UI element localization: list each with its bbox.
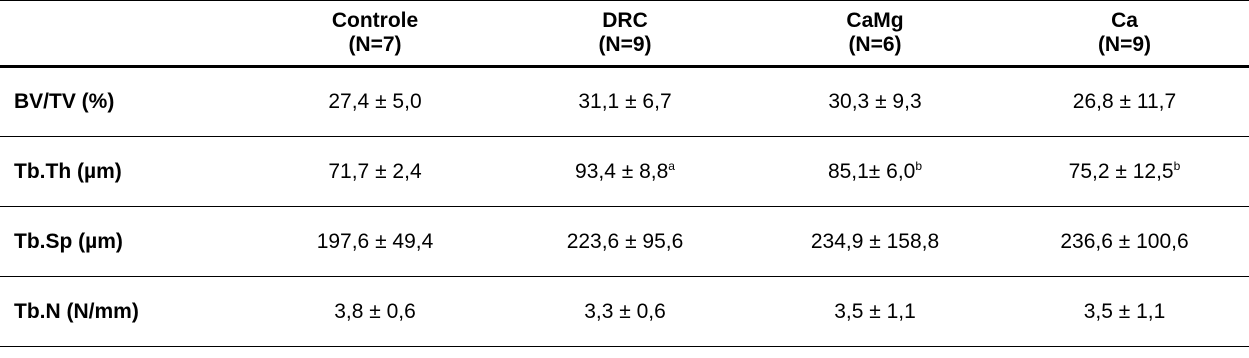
cell-value: 3,3 ± 0,6 (584, 299, 666, 323)
cell-value: 3,8 ± 0,6 (334, 299, 416, 323)
column-header-drc (500, 1, 750, 67)
row-label: Tb.N (N/mm) (14, 299, 139, 323)
row-label: BV/TV (%) (14, 90, 115, 113)
table-cell (500, 67, 750, 137)
table-body (0, 67, 1249, 347)
cell-value: 3,5 ± 1,1 (834, 299, 916, 323)
table-cell (750, 137, 1000, 207)
cell-superscript: a (668, 158, 675, 173)
table-row (0, 137, 1249, 207)
cell-value: 27,4 ± 5,0 (328, 90, 422, 113)
table-cell (250, 277, 500, 347)
table-cell (1000, 207, 1249, 277)
table-cell (750, 207, 1000, 277)
cell-value: 26,8 ± 11,7 (1072, 90, 1177, 113)
column-header-ca (1000, 1, 1249, 67)
table-cell (500, 277, 750, 347)
row-label: Tb.Sp (µm) (14, 229, 123, 253)
table-row (0, 67, 1249, 137)
cell-value: 3,5 ± 1,1 (1083, 299, 1166, 323)
cell-value: 75,2 ± 12,5 (1068, 159, 1174, 183)
cell-superscript: b (915, 158, 923, 173)
table-cell (250, 67, 500, 137)
column-header-n: (N=6) (848, 33, 902, 56)
cell-value: 234,9 ± 158,8 (810, 229, 940, 253)
header-corner-cell (0, 1, 250, 67)
table-row (0, 277, 1249, 347)
column-header-n: (N=9) (598, 33, 652, 56)
column-header-name: DRC (602, 9, 648, 32)
cell-superscript: b (1173, 158, 1181, 173)
table-cell (1000, 67, 1249, 137)
table-cell (500, 137, 750, 207)
column-header-n: (N=9) (1097, 33, 1152, 56)
table-cell (750, 67, 1000, 137)
cell-value: 236,6 ± 100,6 (1060, 229, 1189, 253)
table-header (0, 1, 1249, 67)
column-header-name: CaMg (846, 9, 904, 32)
column-header-n: (N=7) (348, 33, 402, 56)
column-header-controle (250, 1, 500, 67)
cell-value: 30,3 ± 9,3 (828, 90, 922, 113)
cell-value: 85,1± 6,0 (827, 159, 916, 183)
table-cell (250, 137, 500, 207)
table-cell (1000, 277, 1249, 347)
column-header-name: Ca (1111, 9, 1138, 32)
column-header-camg (750, 1, 1000, 67)
table-cell (500, 207, 750, 277)
table-cell (1000, 137, 1249, 207)
cell-value: 93,4 ± 8,8 (575, 159, 669, 183)
cell-value: 197,6 ± 49,4 (316, 229, 434, 253)
cell-value: 223,6 ± 95,6 (566, 229, 684, 253)
table-cell (250, 207, 500, 277)
row-label: Tb.Th (µm) (14, 159, 122, 183)
table-cell (750, 277, 1000, 347)
table-row (0, 207, 1249, 277)
header-row (0, 1, 1249, 67)
cell-value: 71,7 ± 2,4 (328, 159, 422, 183)
column-header-name: Controle (331, 9, 419, 32)
cell-value: 31,1 ± 6,7 (578, 90, 672, 113)
